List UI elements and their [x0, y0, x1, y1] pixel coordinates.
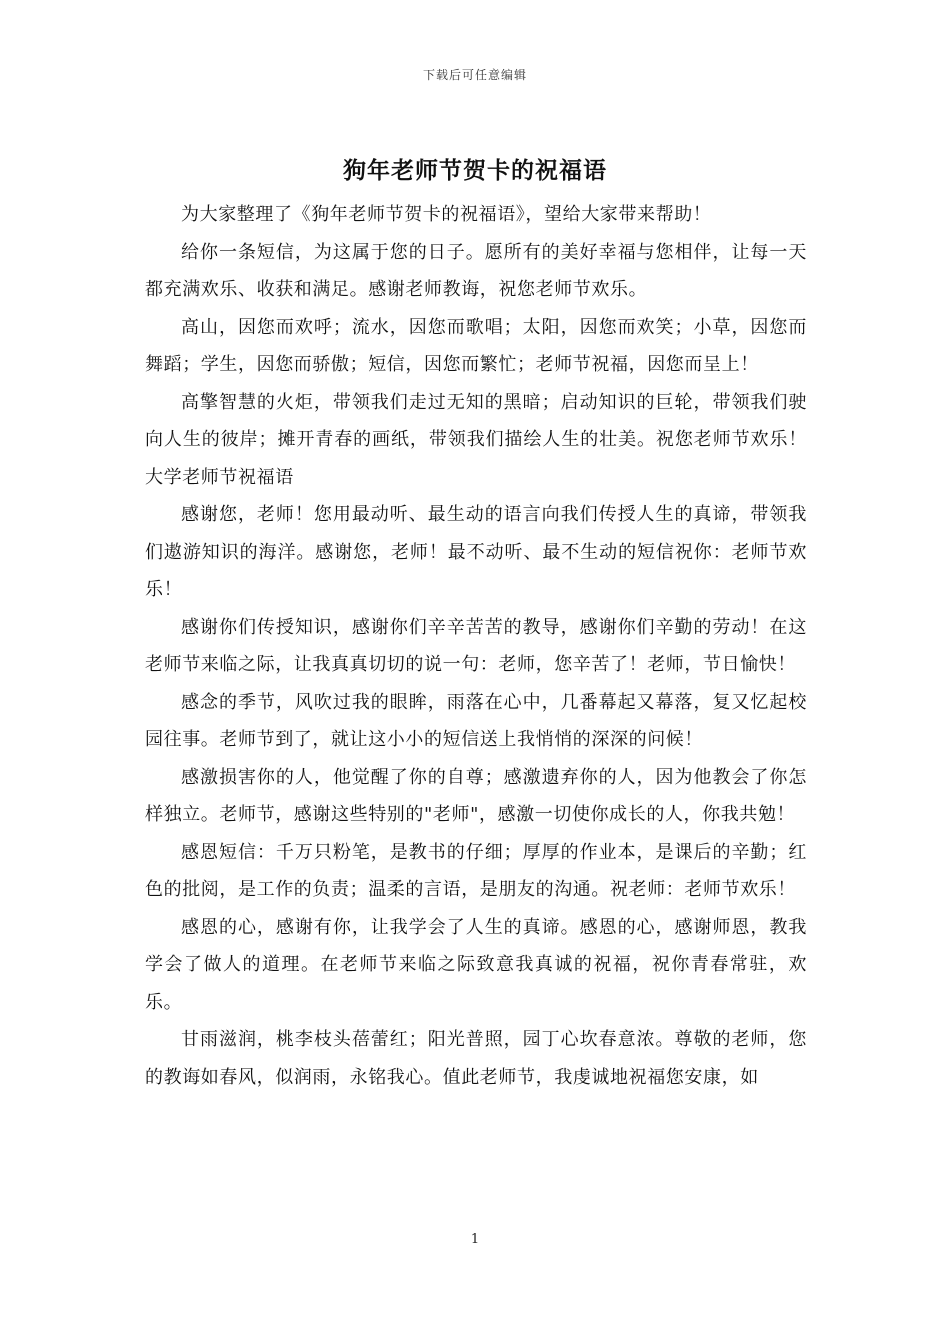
page-number: 1 [470, 1232, 480, 1247]
header-note: 下载后可任意编辑 [422, 68, 527, 82]
paragraph: 感谢您，老师！您用最动听、最生动的语言向我们传授人生的真谛，带领我们遨游知识的海洋。感谢您，老师！最不动听、最不生动的短信祝你：老师节欢乐！ [145, 504, 807, 600]
paragraph: 感激损害你的人，他觉醒了你的自尊；感激遗弃你的人，因为他教会了你怎样独立。老师节，感谢这些特别的"老师"，感激一切使你成长的人，你我共勉！ [145, 766, 807, 825]
paragraph: 高山，因您而欢呼；流水，因您而歌唱；太阳，因您而欢笑；小草，因您而舞蹈；学生，因您而骄傲；短信，因您而繁忙；老师节祝福，因您而呈上！ [145, 316, 807, 375]
document-title: 狗年老师节贺卡的祝福语 [343, 157, 607, 184]
paragraph: 甘雨滋润，桃李枝头蓓蕾红；阳光普照，园丁心坎春意浓。尊敬的老师，您的教诲如春风，似润雨，永铭我心。值此老师节，我虔诚地祝福您安康，如 [145, 1029, 807, 1088]
paragraph: 感念的季节，风吹过我的眼眸，雨落在心中，几番幕起又幕落，复又忆起校园往事。老师节到了，就让这小小的短信送上我悄悄的深深的问候！ [145, 691, 807, 750]
paragraph: 感恩的心，感谢有你，让我学会了人生的真谛。感恩的心，感谢师恩，教我学会了做人的道理。在老师节来临之际致意我真诚的祝福，祝你青春常驻，欢乐。 [145, 916, 807, 1013]
document-body [145, 196, 807, 1096]
paragraph: 高擎智慧的火炬，带领我们走过无知的黑暗；启动知识的巨轮，带领我们驶向人生的彼岸；摊开青春的画纸，带领我们描绘人生的壮美。祝您老师节欢乐！大学老师节祝福语 [145, 391, 807, 488]
paragraph: 给你一条短信，为这属于您的日子。愿所有的美好幸福与您相伴，让每一天都充满欢乐、收获和满足。感谢老师教诲，祝您老师节欢乐。 [145, 241, 807, 300]
paragraph: 感恩短信：千万只粉笔，是教书的仔细；厚厚的作业本，是课后的辛勤；红色的批阅，是工作的负责；温柔的言语，是朋友的沟通。祝老师：老师节欢乐！ [145, 841, 807, 900]
paragraph: 感谢你们传授知识，感谢你们辛辛苦苦的教导，感谢你们辛勤的劳动！在这老师节来临之际，让我真真切切的说一句：老师，您辛苦了！老师，节日愉快！ [145, 616, 807, 675]
paragraph: 为大家整理了《狗年老师节贺卡的祝福语》，望给大家带来帮助！ [181, 204, 712, 225]
